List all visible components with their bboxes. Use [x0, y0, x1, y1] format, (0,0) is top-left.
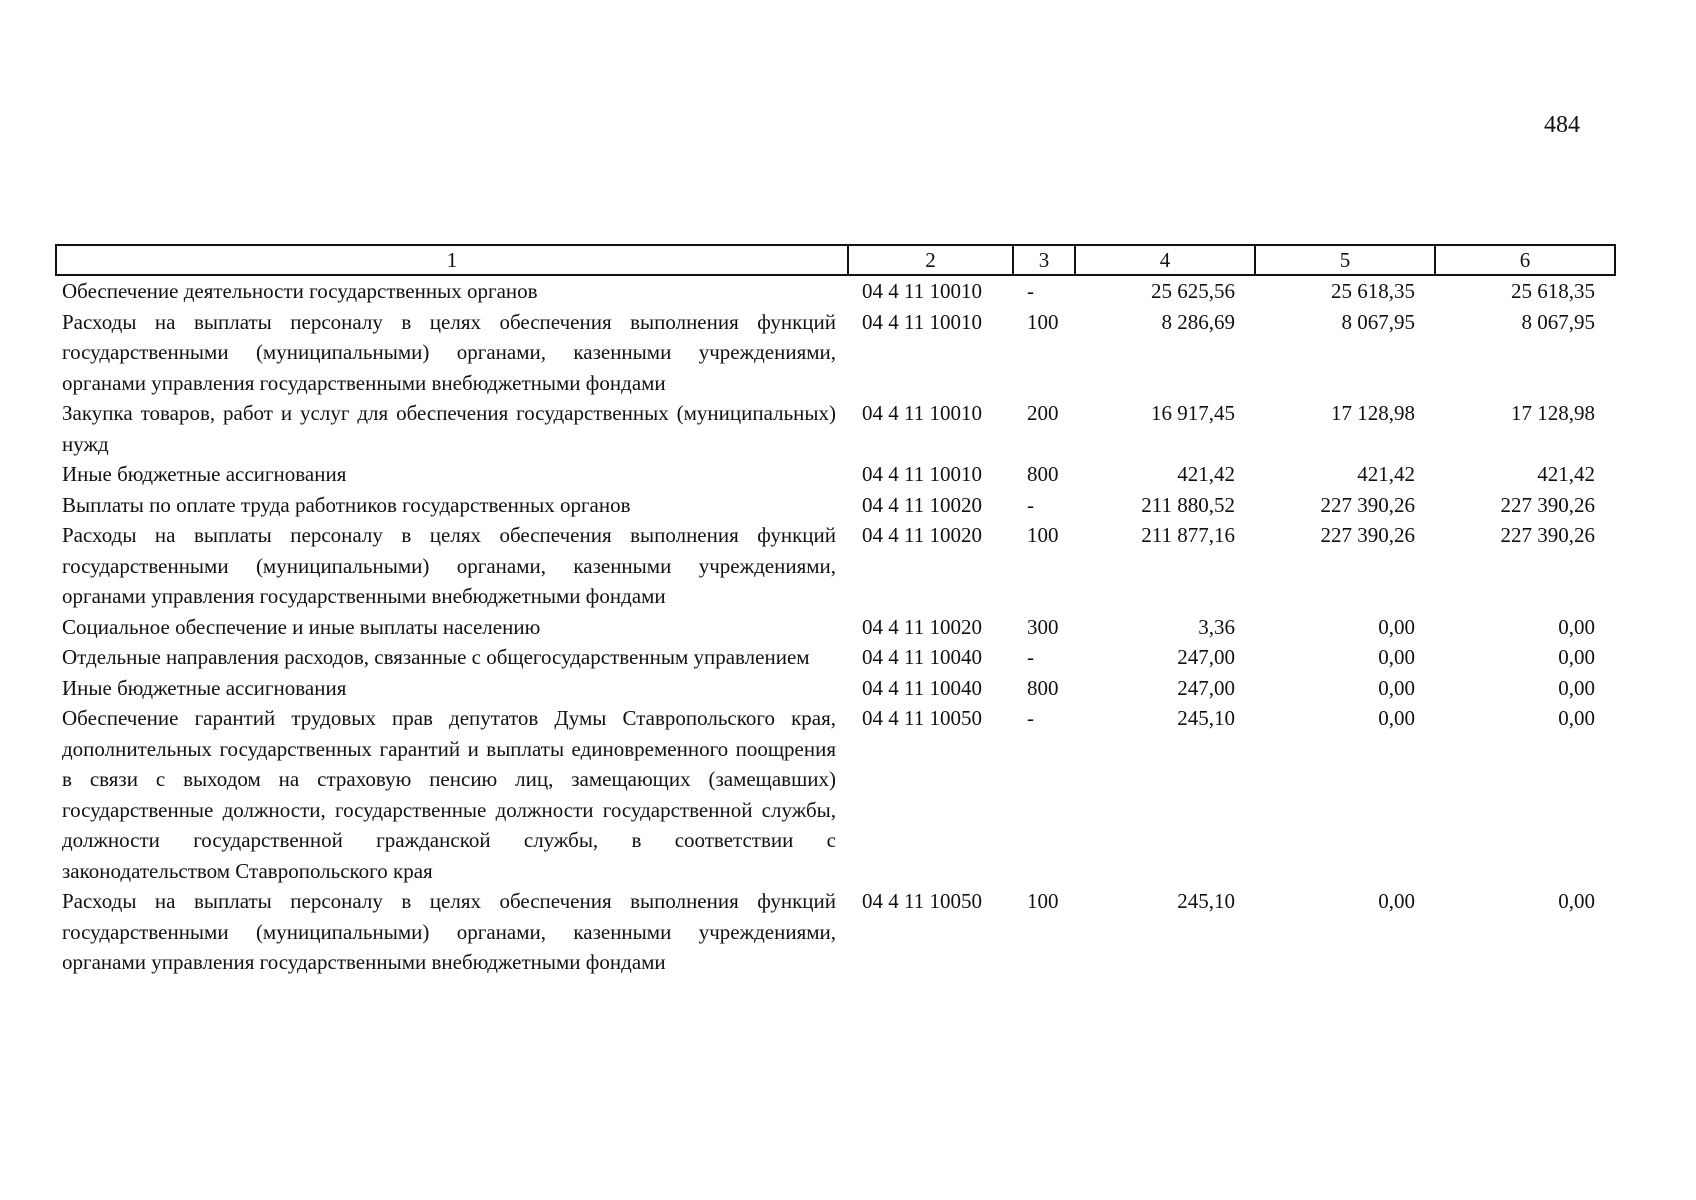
budget-code: 04 4 11 10040 [862, 675, 982, 700]
value-col-6: 25 618,35 [1511, 279, 1595, 303]
value-col-6: 0,00 [1558, 675, 1595, 700]
value-col-5: 0,00 [1378, 706, 1415, 730]
value-col-4: 247,00 [1177, 645, 1235, 669]
table-row [56, 490, 1615, 521]
value-col-4: 25 625,56 [1151, 279, 1235, 303]
budget-table [55, 244, 1616, 978]
expense-name: Социальное обеспечение и иные выплаты населению [62, 614, 541, 639]
expense-type: 100 [1027, 523, 1059, 547]
value-col-4: 211 880,52 [1141, 492, 1235, 517]
expense-type: - [1027, 645, 1034, 669]
header-col-3: 3 [1013, 245, 1075, 275]
table-header [56, 245, 1615, 275]
value-col-5: 227 390,26 [1320, 523, 1415, 547]
value-col-5: 227 390,26 [1320, 492, 1415, 517]
value-col-5: 0,00 [1378, 889, 1415, 913]
expense-name: Закупка товаров, работ и услуг для обеспечения государственных (муниципальных) нужд [62, 401, 836, 456]
value-col-4: 8 286,69 [1161, 309, 1235, 334]
value-col-5: 0,00 [1378, 614, 1415, 639]
expense-name: Выплаты по оплате труда работников государственных органов [62, 492, 631, 517]
value-col-5: 8 067,95 [1341, 309, 1415, 334]
table-row [56, 642, 1615, 673]
value-col-6: 0,00 [1558, 645, 1595, 669]
header-col-4: 4 [1075, 245, 1255, 275]
expense-name: Отдельные направления расходов, связанные с общегосударственным управлением [62, 645, 810, 669]
expense-type: 800 [1027, 462, 1059, 486]
table-row [56, 307, 1615, 399]
expense-name: Иные бюджетные ассигнования [62, 462, 347, 486]
expense-name: Обеспечение деятельности государственных органов [62, 279, 538, 303]
value-col-6: 0,00 [1558, 614, 1595, 639]
budget-code: 04 4 11 10010 [862, 462, 982, 486]
table-row [56, 703, 1615, 886]
value-col-4: 421,42 [1177, 462, 1235, 486]
value-col-4: 3,36 [1198, 614, 1235, 639]
value-col-4: 211 877,16 [1141, 523, 1235, 547]
budget-code: 04 4 11 10020 [862, 492, 982, 517]
budget-code: 04 4 11 10050 [862, 889, 982, 913]
budget-code: 04 4 11 10050 [862, 706, 982, 730]
value-col-6: 0,00 [1558, 889, 1595, 913]
header-col-1: 1 [56, 245, 848, 275]
expense-type: 100 [1027, 889, 1059, 913]
table-row [56, 612, 1615, 643]
value-col-6: 227 390,26 [1500, 523, 1595, 547]
expense-type: - [1027, 279, 1034, 303]
budget-code: 04 4 11 10010 [862, 401, 982, 425]
expense-name: Иные бюджетные ассигнования [62, 675, 347, 700]
value-col-6: 17 128,98 [1511, 401, 1595, 425]
value-col-4: 245,10 [1177, 889, 1235, 913]
value-col-6: 227 390,26 [1500, 492, 1595, 517]
value-col-4: 245,10 [1177, 706, 1235, 730]
expense-name: Расходы на выплаты персоналу в целях обеспечения выполнения функций государственными (муниципальными) органами, казенными учреждениями, органами управления государственными внебюджетными фондами [62, 523, 836, 608]
budget-code: 04 4 11 10020 [862, 523, 982, 547]
budget-code: 04 4 11 10010 [862, 309, 982, 334]
value-col-5: 0,00 [1378, 645, 1415, 669]
expense-type: 200 [1027, 401, 1059, 425]
value-col-6: 8 067,95 [1521, 309, 1595, 334]
table-row [56, 275, 1615, 307]
value-col-5: 421,42 [1357, 462, 1415, 486]
header-col-5: 5 [1255, 245, 1435, 275]
value-col-4: 16 917,45 [1151, 401, 1235, 425]
expense-type: 800 [1027, 675, 1059, 700]
expense-type: 100 [1027, 309, 1059, 334]
value-col-6: 0,00 [1558, 706, 1595, 730]
value-col-6: 421,42 [1537, 462, 1595, 486]
table-row [56, 520, 1615, 612]
expense-type: - [1027, 706, 1034, 730]
expense-name: Расходы на выплаты персоналу в целях обеспечения выполнения функций государственными (муниципальными) органами, казенными учреждениями, органами управления государственными внебюджетными фондами [62, 309, 836, 395]
header-col-2: 2 [848, 245, 1013, 275]
table-row [56, 398, 1615, 459]
value-col-5: 0,00 [1378, 675, 1415, 700]
header-col-6: 6 [1435, 245, 1615, 275]
budget-code: 04 4 11 10020 [862, 614, 982, 639]
expense-name: Расходы на выплаты персоналу в целях обеспечения выполнения функций государственными (муниципальными) органами, казенными учреждениями, органами управления государственными внебюджетными фондами [62, 889, 836, 974]
value-col-4: 247,00 [1177, 675, 1235, 700]
header-row [56, 245, 1615, 275]
budget-code: 04 4 11 10010 [862, 279, 982, 303]
page-number: 484 [1544, 112, 1580, 138]
table-row [56, 673, 1615, 704]
expense-name: Обеспечение гарантий трудовых прав депутатов Думы Ставропольского края, дополнительных государственных гарантий и выплаты единовременного поощрения в связи с выходом на страховую пенсию лиц, замещающих (замещавших) государственные должности, государственные должности государственной службы, должности государственной гражданской службы, в соответствии с законодательством Ставропольского края [62, 706, 836, 883]
table-row [56, 459, 1615, 490]
expense-type: - [1027, 492, 1034, 517]
budget-code: 04 4 11 10040 [862, 645, 982, 669]
value-col-5: 25 618,35 [1331, 279, 1415, 303]
table-row [56, 886, 1615, 978]
value-col-5: 17 128,98 [1331, 401, 1415, 425]
table-body [56, 275, 1615, 978]
expense-type: 300 [1027, 614, 1059, 639]
